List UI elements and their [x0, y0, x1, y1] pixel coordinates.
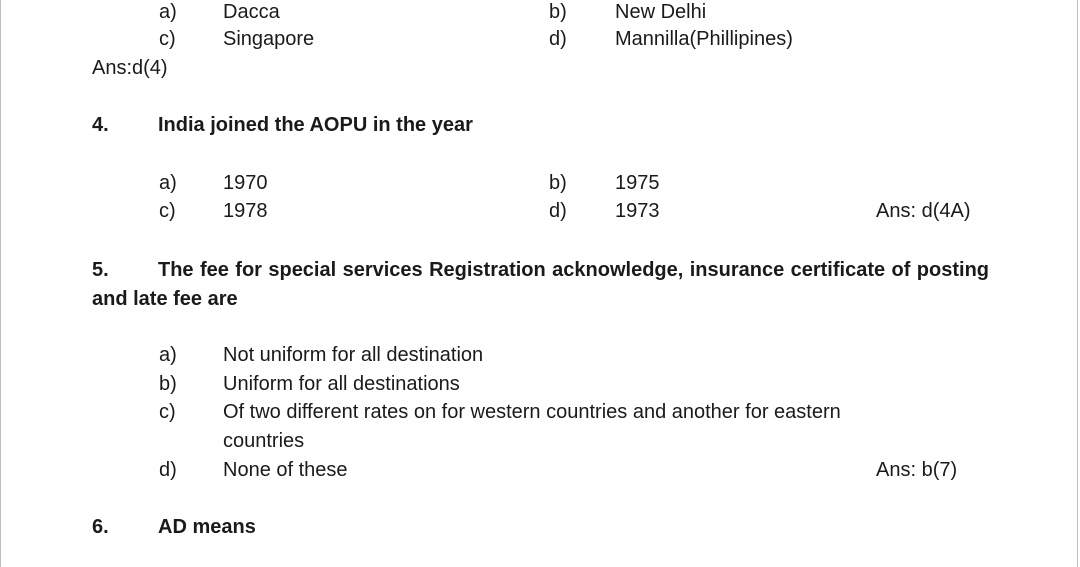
- q4-answer: Ans: d(4A): [876, 200, 971, 222]
- q3-option-a-text: Dacca: [223, 1, 280, 23]
- q3-option-b-label: b): [549, 1, 567, 23]
- q3-option-d-text: Mannilla(Phillipines): [615, 28, 793, 50]
- q5-option-b-label: b): [159, 373, 177, 395]
- q5-answer: Ans: b(7): [876, 459, 958, 481]
- q4-option-b-text: 1975: [615, 172, 660, 194]
- q4-option-b-label: b): [549, 172, 567, 194]
- q6-number: 6.: [92, 516, 109, 538]
- q5-number: 5.: [92, 259, 109, 281]
- q5-option-d-text: None of these: [223, 459, 348, 481]
- q4-option-d-text: 1973: [615, 200, 660, 222]
- q5-option-a-label: a): [159, 344, 177, 366]
- q4-number: 4.: [92, 114, 109, 136]
- q5-option-c-label: c): [159, 401, 176, 423]
- q4-option-d-label: d): [549, 200, 567, 222]
- q3-option-d-label: d): [549, 28, 567, 50]
- q3-option-b-text: New Delhi: [615, 1, 707, 23]
- q5-option-d-label: d): [159, 459, 177, 481]
- q3-option-c-text: Singapore: [223, 28, 315, 50]
- q4-option-a-label: a): [159, 172, 177, 194]
- q5-question: The fee for special services Registration acknowledge, insurance certificate of posting and late fee are: [92, 259, 989, 310]
- q5-question-block: [92, 256, 989, 314]
- q3-answer: Ans:d(4): [92, 57, 168, 79]
- q4-option-a-text: 1970: [223, 172, 268, 194]
- q5-option-b-text: Uniform for all destinations: [223, 373, 460, 395]
- q4-option-c-label: c): [159, 200, 176, 222]
- q5-option-a-text: Not uniform for all destination: [223, 344, 484, 366]
- q3-option-a-label: a): [159, 1, 177, 23]
- q3-option-c-label: c): [159, 28, 176, 50]
- q6-question: AD means: [158, 516, 256, 538]
- q5-option-c-text-line2: countries: [223, 430, 305, 452]
- q5-option-c-text-line1: Of two different rates on for western countries and another for eastern: [223, 401, 841, 423]
- q4-question: India joined the AOPU in the year: [158, 114, 473, 136]
- q4-option-c-text: 1978: [223, 200, 268, 222]
